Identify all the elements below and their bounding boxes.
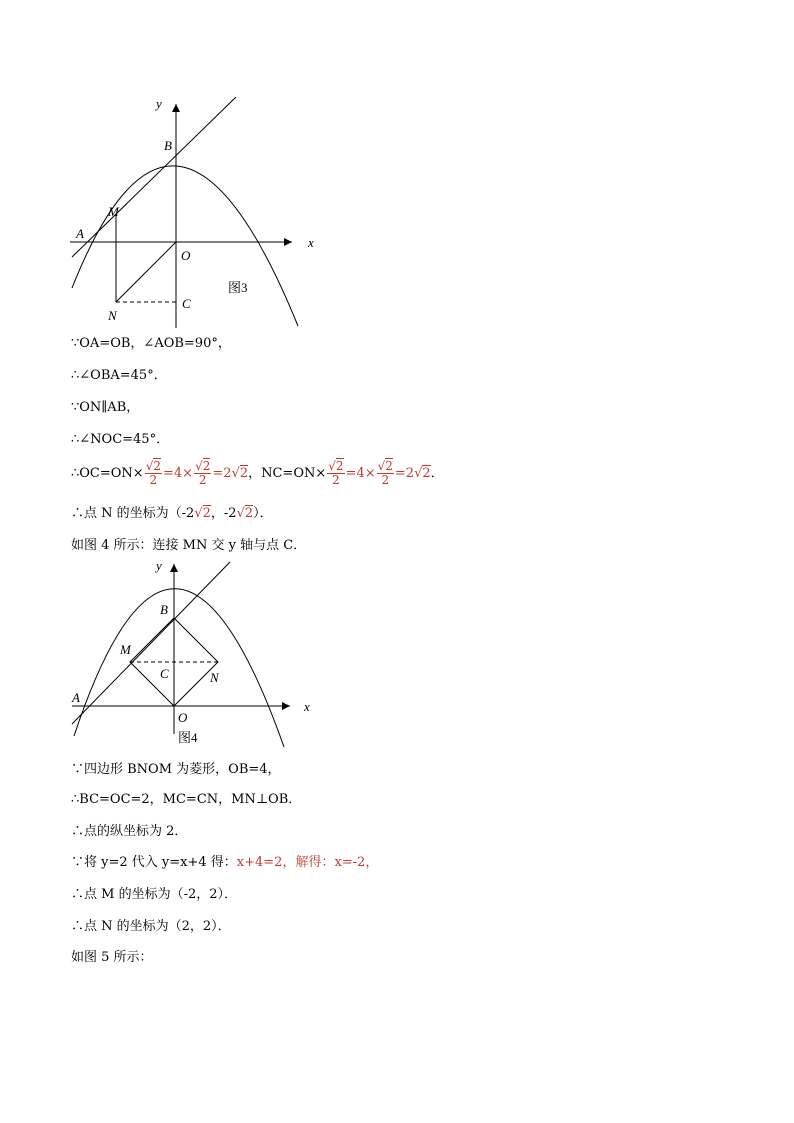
line-3: ∵ON∥AB， [71,400,140,415]
figure-4 [60,558,320,753]
line-10: ∴点的纵坐标为 2． [71,824,188,839]
x-arrow [282,702,290,710]
line-5-a: ∴OC=ON× [71,466,144,481]
line-ab [72,562,230,724]
figure-3-svg [60,92,320,332]
line-6 [71,504,273,524]
line-7: 如图 4 所示：连接 MN 交 y 轴与点 C． [71,538,307,553]
line-11-a: ∵将 y=2 代入 y=x+4 得： [71,855,237,870]
fraction-3: $\frac{√2}{2}$ [328,459,344,487]
label-o: O [178,710,188,725]
figure-4-caption: 图4 [178,730,198,745]
line-6-c: ）． [253,506,273,521]
line-ab [72,97,236,257]
line-11-b: x+4=2，解得：x=-2， [236,855,379,870]
sqrt-1: √2 [231,466,249,481]
figure-3 [60,92,320,332]
sqrt-2: √2 [414,466,431,481]
label-a: A [76,226,84,241]
segment-no [116,242,176,302]
line-9: ∴BC=OC=2，MC=CN，MN⊥OB． [71,792,302,807]
label-x: x [308,235,314,250]
y-arrow [172,104,180,112]
line-5-e: =4× [345,466,376,481]
figure-4-svg [60,558,320,753]
line-13: ∴点 N 的坐标为（2，2）． [71,919,231,934]
line-11 [71,853,378,873]
label-c: C [160,666,169,681]
line-6-b: ，-2 [210,506,237,521]
fraction-4: $\frac{√2}{2}$ [377,459,393,487]
fraction-2: $\frac{√2}{2}$ [195,459,211,487]
sqrt-3: √2 [194,506,211,521]
fraction-1: $\frac{√2}{2}$ [145,459,161,487]
line-8: ∵四边形 BNOM 为菱形，OB=4， [71,762,281,777]
label-a: A [72,690,80,705]
line-5-end: ． [430,466,444,481]
line-5-f: =2 [394,466,415,481]
label-m: M [120,642,131,657]
line-12: ∴点 M 的坐标为（-2，2）． [71,887,238,902]
x-arrow [284,238,292,246]
line-1: ∵OA=OB，∠AOB=90°， [71,336,231,351]
label-y: y [156,96,162,111]
y-arrow [170,564,178,572]
line-5-c: =2 [212,466,232,481]
line-5-d: ，NC=ON× [248,466,327,481]
line-5-b: =4× [163,466,194,481]
line-14: 如图 5 所示： [71,950,153,965]
sqrt-4: √2 [236,506,254,521]
label-o: O [181,248,191,263]
line-2: ∴∠OBA=45°． [71,368,167,383]
label-b: B [160,602,168,617]
label-n: N [108,308,117,323]
line-4: ∴∠NOC=45°． [71,432,170,447]
figure-3-caption: 图3 [228,280,248,295]
label-y: y [156,558,162,573]
label-m: M [108,204,119,219]
line-5 [71,456,444,492]
line-6-a: ∴点 N 的坐标为（-2 [71,506,195,521]
label-x: x [304,699,310,714]
label-n: N [210,670,219,685]
label-b: B [164,138,172,153]
label-c: C [182,296,191,311]
